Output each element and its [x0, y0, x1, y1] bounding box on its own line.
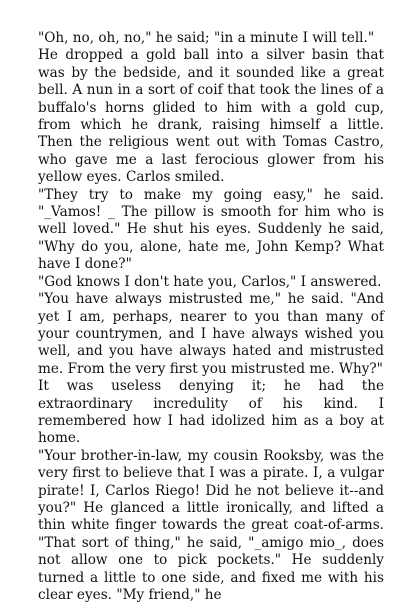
paragraph: "God knows I don't hate you, Carlos," I answered.	[38, 273, 382, 290]
page-text	[38, 30, 384, 604]
paragraph: "Your brother-in-law, my cousin Rooksby, was the very first to believe that I was a pirate. I, a vulgar pirate! I, Carlos Riego! Did he not believe it--and you?" He glanced a little ironically, and lifted a thin white finger towards the great coat-of-arms. "That sort of thing," he said, "_amigo mio_, does not allow one to pick pockets." He suddenly turned a little to one side, and fixed me with his clear eyes. "My friend," he	[38, 447, 384, 603]
paragraph: He dropped a gold ball into a silver basin that was by the bedside, and it sounded like a great bell. A nun in a sort of coif that took the lines of a buffalo's horns glided to him with a gold cup, from which he drank, raising himself a little. Then the religious went out with Tomas Castro, who gave me a last ferocious glower from his yellow eyes. Carlos smiled.	[38, 47, 384, 186]
paragraph: "Oh, no, oh, no," he said; "in a minute I will tell."	[38, 30, 375, 46]
paragraph: It was useless denying it; he had the extraordinary incredulity of his kind. I remembered how I had idolized him as a boy at home.	[38, 378, 384, 447]
paragraph: "They try to make my going easy," he said. "_Vamos! _ The pillow is smooth for him who is well loved." He shut his eyes. Suddenly he said, "Why do you, alone, hate me, John Kemp? What have I done?"	[38, 186, 384, 273]
paragraph: "You have always mistrusted me," he said. "And yet I am, perhaps, nearer to you than many of your countrymen, and I have always wished you well, and you have always hated and mistrusted me. From the very first you mistrusted me. Why?"	[38, 291, 384, 377]
